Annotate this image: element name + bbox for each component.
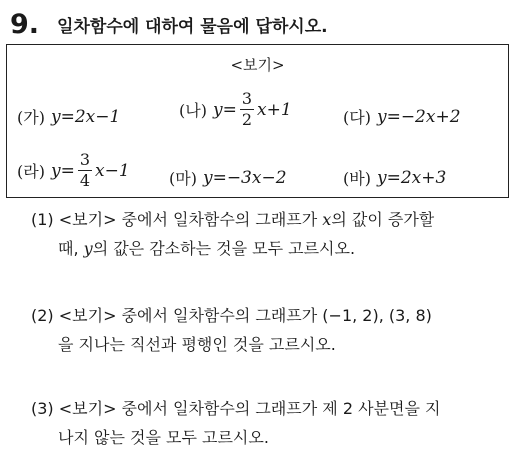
example-item-ra xyxy=(17,152,130,189)
fraction-denominator: 2 xyxy=(241,110,252,129)
item-rhs: x−1 xyxy=(95,160,130,181)
item-lhs: y xyxy=(202,167,213,188)
fraction xyxy=(78,152,92,189)
item-eq: = xyxy=(212,167,227,188)
sub-question-line xyxy=(31,234,511,263)
item-rhs: x+1 xyxy=(257,99,292,120)
question-number: 9. xyxy=(10,9,40,40)
variable: x xyxy=(322,210,332,229)
item-label: (라) xyxy=(17,162,45,181)
text-run: 의 값이 증가할 xyxy=(331,210,435,229)
fraction-numerator: 3 xyxy=(79,150,90,169)
question-header xyxy=(10,6,328,40)
sub-question-2 xyxy=(31,301,511,359)
text-run: 의 값은 감소하는 것을 모두 고르시오. xyxy=(92,239,356,258)
item-rhs: 2x+3 xyxy=(400,167,447,188)
sub-question-line: 나지 않는 것을 모두 고르시오. xyxy=(58,428,269,447)
fraction xyxy=(240,91,254,128)
item-label: (가) xyxy=(17,108,45,127)
example-box-title: <보기> xyxy=(230,56,285,74)
item-rhs: 2x−1 xyxy=(74,106,121,127)
text-run: 때, xyxy=(58,239,84,258)
item-rhs: −3x−2 xyxy=(226,167,287,188)
sub-question-3 xyxy=(31,394,511,452)
sub-question-1 xyxy=(31,205,511,263)
item-eq: = xyxy=(386,106,401,127)
item-lhs: y xyxy=(212,99,223,120)
question-title: 일차함수에 대하여 물음에 답하시오. xyxy=(57,17,328,37)
item-lhs: y xyxy=(376,106,387,127)
item-eq: = xyxy=(60,160,75,181)
example-item-na xyxy=(179,91,292,128)
item-eq: = xyxy=(386,167,401,188)
item-label: (마) xyxy=(169,169,197,188)
item-eq: = xyxy=(222,99,237,120)
item-lhs: y xyxy=(376,167,387,188)
item-rhs: −2x+2 xyxy=(400,106,461,127)
item-label: (바) xyxy=(343,169,371,188)
item-lhs: y xyxy=(50,160,61,181)
sub-question-line xyxy=(31,205,511,234)
variable: y xyxy=(83,239,93,258)
item-label: (다) xyxy=(343,108,371,127)
sub-question-line: (3) <보기> 중에서 일차함수의 그래프가 제 2 사분면을 지 xyxy=(31,399,441,418)
example-item-da xyxy=(343,105,461,128)
example-item-ba xyxy=(343,166,446,189)
example-item-ma xyxy=(169,166,287,189)
item-eq: = xyxy=(60,106,75,127)
sub-question-line: 을 지나는 직선과 평행인 것을 고르시오. xyxy=(58,335,336,354)
item-label: (나) xyxy=(179,101,207,120)
fraction-numerator: 3 xyxy=(241,89,252,108)
text-run: (1) <보기> 중에서 일차함수의 그래프가 xyxy=(31,210,323,229)
item-lhs: y xyxy=(50,106,61,127)
example-item-ga xyxy=(17,105,120,128)
example-box xyxy=(6,44,509,198)
sub-question-line: (2) <보기> 중에서 일차함수의 그래프가 (−1, 2), (3, 8) xyxy=(31,306,432,325)
fraction-denominator: 4 xyxy=(79,171,90,190)
